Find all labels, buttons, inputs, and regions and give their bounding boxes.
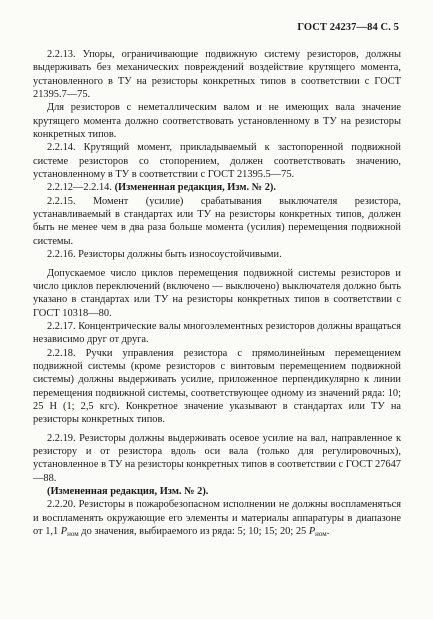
paragraph-nonmetal-shaft: Для резисторов с неметаллическим валом и не имеющих вала значение крутящего момента должно соответствовать установленному в ТУ на резисторы конкретных типов. — [33, 102, 401, 141]
paragraph-2-2-20 — [33, 498, 401, 538]
para-2-2-20-part-a: 2.2.20. Резисторы в пожаробезопасном исполнении не должны воспламеняться и воспламенять окружающие его элементы и материалы аппаратуры в диапазоне от 1,1 — [33, 499, 401, 538]
paragraph-2-2-17: 2.2.17. Концентрические валы многоэлементных резисторов должны вращаться независимо друг от друга. — [33, 320, 401, 346]
page-header: ГОСТ 24237—84 С. 5 — [297, 22, 399, 33]
revision-label: (Измененная редакция, Изм. № 2). — [114, 182, 276, 194]
paragraph-cycles: Допускаемое число циклов перемещения подвижной системы резисторов и число циклов переключений (включено — выключено) выключателя должно быть указано в стандартах или ТУ на резисторы конкретных типов в соответствии с ГОСТ 10318—80. — [33, 267, 401, 319]
para-2-2-20-end: . — [326, 526, 330, 538]
revision-range: 2.2.12—2.2.14. — [47, 182, 112, 194]
paragraph-2-2-13: 2.2.13. Упоры, ограничивающие подвижную систему резисторов, должны выдерживать без механических повреждений воздействие крутящего момента, установленного в ТУ на резисторы конкретных типов в соответствии с ГОСТ 21395.7—75. — [33, 49, 401, 101]
revision-label-2: (Измененная редакция, Изм. № 2). — [47, 486, 209, 497]
para-2-2-20-part-b: до значения, выбираемого из ряда: 5; 10; 15; 20; 25 — [78, 526, 309, 538]
power-symbol-2: P — [308, 526, 316, 538]
paragraph-2-2-16: 2.2.16. Резисторы должны быть износоустойчивыми. — [47, 249, 282, 261]
power-symbol: P — [60, 526, 68, 538]
paragraph-2-2-15: 2.2.15. Момент (усилие) срабатывания выключателя резистора, устанавливаемый в стандартах или ТУ на резисторы конкретных типов, должен быть не менее чем в два раза больше момента (усилия) перемещения подвижной системы. — [33, 195, 401, 247]
paragraph-2-2-18: 2.2.18. Ручки управления резистора с прямолинейным перемещением подвижной системы (кроме резисторов с винтовым перемещением подвижной системы) должны выдерживать усилие, приложенное перпендикулярно к линии перемещения подвижной системы, соответствующее одному из значений ряда: 10; 25 Н (1; 2,5 кгс). Конкретное значение указывают в стандартах или ТУ на резисторы конкретных типов. — [33, 347, 401, 426]
paragraph-2-2-19: 2.2.19. Резисторы должны выдерживать осевое усилие на вал, направленное к резистору и от резистора вдоль оси вала (только для регулировочных), установленное в ТУ на резисторы конкретных типов в соответствии с ГОСТ 27647—88. — [33, 432, 401, 484]
power-subscript: ном — [67, 530, 79, 539]
power-subscript-2: ном — [315, 530, 327, 539]
paragraph-revision-note-2 — [33, 485, 401, 498]
document-body — [33, 48, 401, 538]
paragraph-2-2-14: 2.2.14. Крутящий момент, прикладываемый к застопоренной подвижной системе резисторов со стопорением, должен соответствовать значению, установленному в ТУ в соответствии с ГОСТ 21395.5—75. — [33, 142, 401, 181]
paragraph-revision-note-1 — [33, 181, 401, 194]
